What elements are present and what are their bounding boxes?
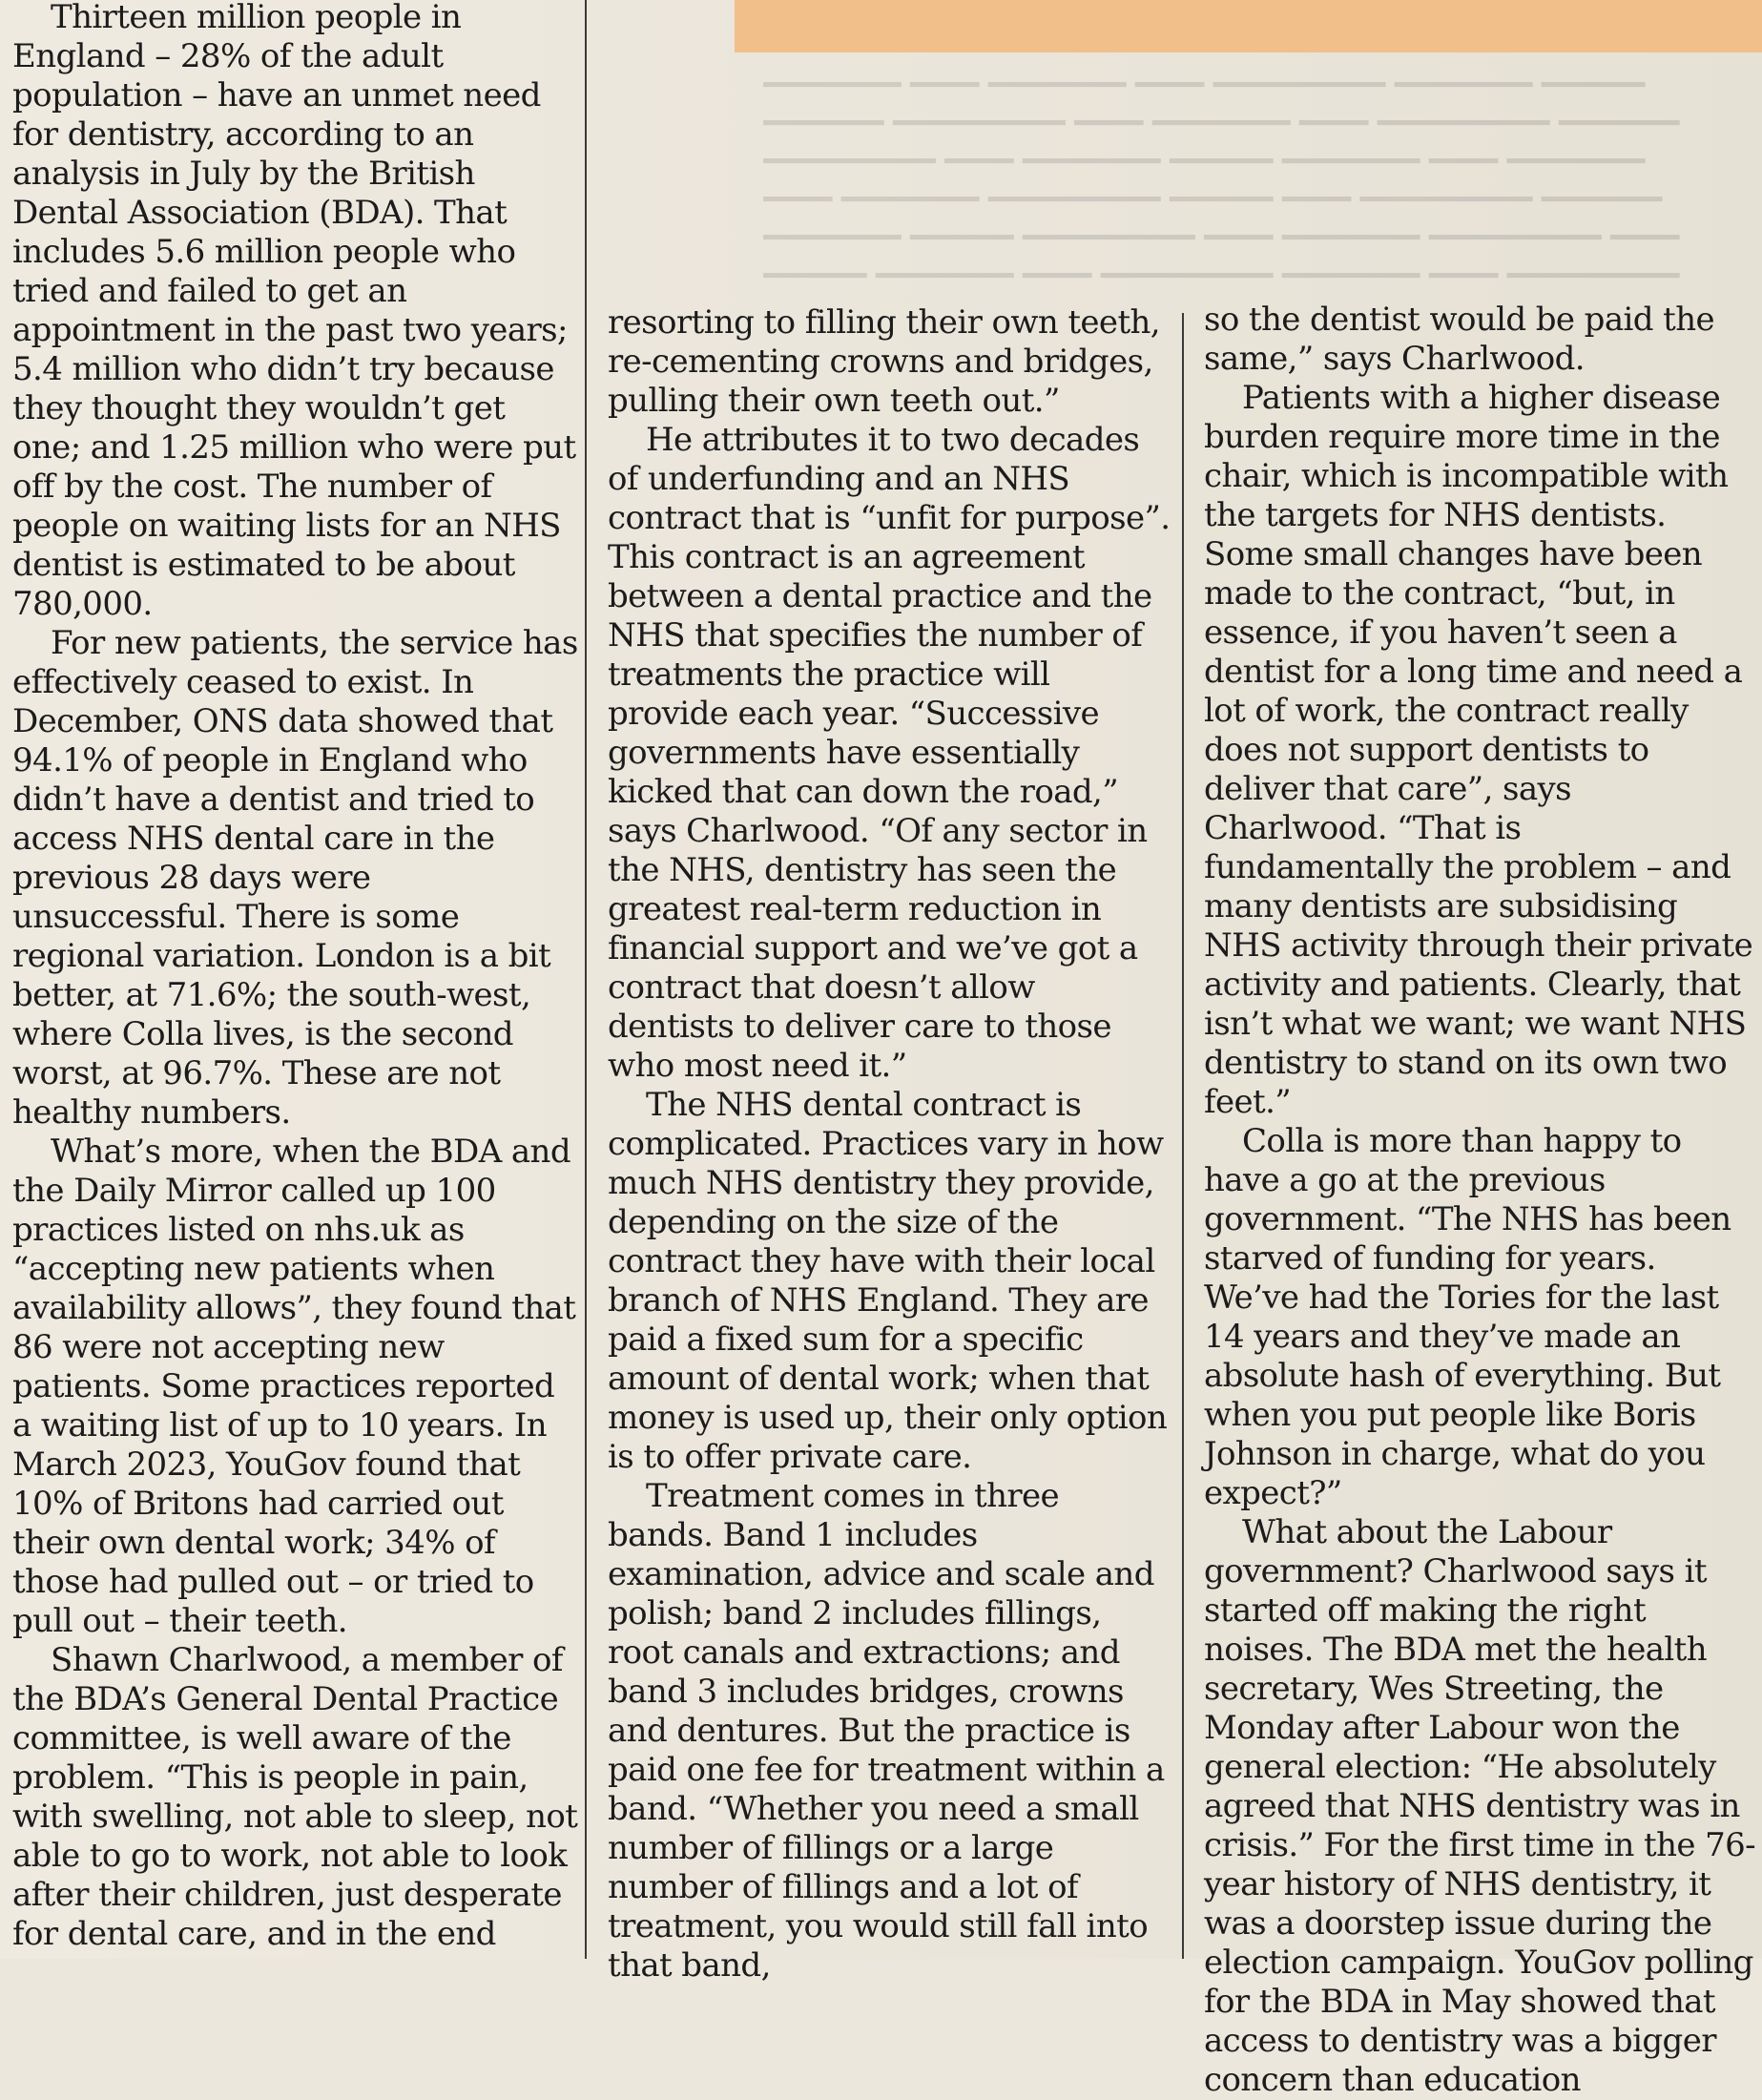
paragraph: Thirteen million people in England – 28% of the adult population – have an unmet need for dentistry, according to an analysis in July by the British Dental Association (BDA). That includes 5.6 million people who tried and failed to get an appointment in the past two years; 5.4 million who didn’t try because they thought they wouldn’t get one; and 1.25 million who were put off by the cost. The number of people on waiting lists for an NHS dentist is estimated to be about 780,000. — [12, 0, 576, 623]
paragraph: Patients with a higher disease burden require more time in the chair, which is incompatible with the targets for NHS dentists. Some small changes have been made to the contract, “but, in essence, if you haven’t seen a dentist for a long time and need a lot of work, the contract really does not support dentists to deliver that care”, says Charlwood. “That is fundamentally the problem – and many dentists are subsidising NHS activity through their private activity and patients. Clearly, that isn’t what we want; we want NHS dentistry to stand on its own two feet.” — [1204, 379, 1753, 1121]
article-column-3 — [1204, 301, 1757, 2100]
article-column-1 — [12, 0, 583, 1954]
paragraph: Colla is more than happy to have a go at the previous government. “The NHS has been starved of funding for years. We’ve had the Tories for the last 14 years and they’ve made an absolute hash of everything. But when you put people like Boris Johnson in charge, what do you expect?” — [1204, 1122, 1731, 1512]
orange-header-band — [735, 0, 1762, 52]
paragraph: What about the Labour government? Charlwood says it started off making the right noises. The BDA met the health secretary, Wes Streeting, the Monday after Labour won the general election: “He absolutely agreed that NHS dentistry was in crisis.” For the first time in the 76-year history of NHS dentistry, it was a doorstep issue during the election campaign. YouGov polling for the BDA in May showed that access to dentistry was a bigger concern than education — [1204, 1513, 1756, 2099]
paragraph: Shawn Charlwood, a member of the BDA’s General Dental Practice committee, is well aware of the problem. “This is people in pain, with swelling, not able to sleep, not able to go to work, not able to look after their children, just desperate for dental care, and in the end — [12, 1641, 578, 1953]
article-column-2 — [608, 303, 1171, 1986]
paragraph: For new patients, the service has effectively ceased to exist. In December, ONS data showed that 94.1% of people in England who didn’t have a dentist and tried to access NHS dental care in the previous 28 days were unsuccessful. There is some regional variation. London is a bit better, at 71.6%; the south-west, where Colla lives, is the second worst, at 96.7%. These are not healthy numbers. — [12, 624, 578, 1132]
paragraph-continuation: resorting to filling their own teeth, re-cementing crowns and bridges, pulling their own teeth out.” — [608, 303, 1161, 420]
paragraph: What’s more, when the BDA and the Daily Mirror called up 100 practices listed on nhs.uk as “accepting new patients when availability allows”, they found that 86 were not accepting new patients. Some practices reported a waiting list of up to 10 years. In March 2023, YouGov found that 10% of Britons had carried out their own dental work; 34% of those had pulled out – or tried to pull out – their teeth. — [12, 1133, 576, 1640]
paragraph-continuation: so the dentist would be paid the same,” says Charlwood. — [1204, 301, 1715, 378]
show-through-text: ━━━━━━━━ ━━━━ ━━━━━━━━ ━━━━ ━━━━━━━━━━ ━━━━━━━━ ━━━━━━ ━━━━━━━ ━━━━━━━━━━ ━━━━ ━━━━━━━━ ━━━━ ━━━━━━━━━━ ━━━━━━━ ━━━━━━━━━━ ━━━━ ━━━━━━━━ ━━━━━━ ━━━━━━━━ ━━━━ ━━━━━━━━ ━━━━ ━━━━━━━━ ━━━━━━━━━━ ━━━━━━ ━━━━ ━━━━━━━━━━ ━━━━━━━ ━━━━━━━━ ━━━━━━ ━━━━━━━━━━ ━━━━ ━━━━━━━━ ━━━━━━━━━━ ━━━━ ━━━━━━ ━━━━━━━━ ━━━━ ━━━━━━━━━━ ━━━━━━━━ ━━━━ ━━━━━━━━━━ — [763, 69, 1680, 293]
column-rule-right — [1182, 313, 1184, 1959]
column-rule-left — [585, 0, 587, 1959]
paragraph: Treatment comes in three bands. Band 1 includes examination, advice and scale and polish; band 2 includes fillings, root canals and extractions; and band 3 includes bridges, crowns and dentures. But the practice is paid one fee for treatment within a band. “Whether you need a small number of fillings or a large number of fillings and a lot of treatment, you would still fall into that band, — [608, 1477, 1165, 1985]
paragraph: The NHS dental contract is complicated. Practices vary in how much NHS dentistry they provide, depending on the size of the contract they have with their local branch of NHS England. They are paid a fixed sum for a specific amount of dental work; when that money is used up, their only option is to offer private care. — [608, 1086, 1168, 1476]
paragraph: He attributes it to two decades of underfunding and an NHS contract that is “unfit for purpose”. This contract is an agreement between a dental practice and the NHS that specifies the number of treatments the practice will provide each year. “Successive governments have essentially kicked that can down the road,” says Charlwood. “Of any sector in the NHS, dentistry has seen the greatest real-term reduction in financial support and we’ve got a contract that doesn’t allow dentists to deliver care to those who most need it.” — [608, 421, 1171, 1085]
